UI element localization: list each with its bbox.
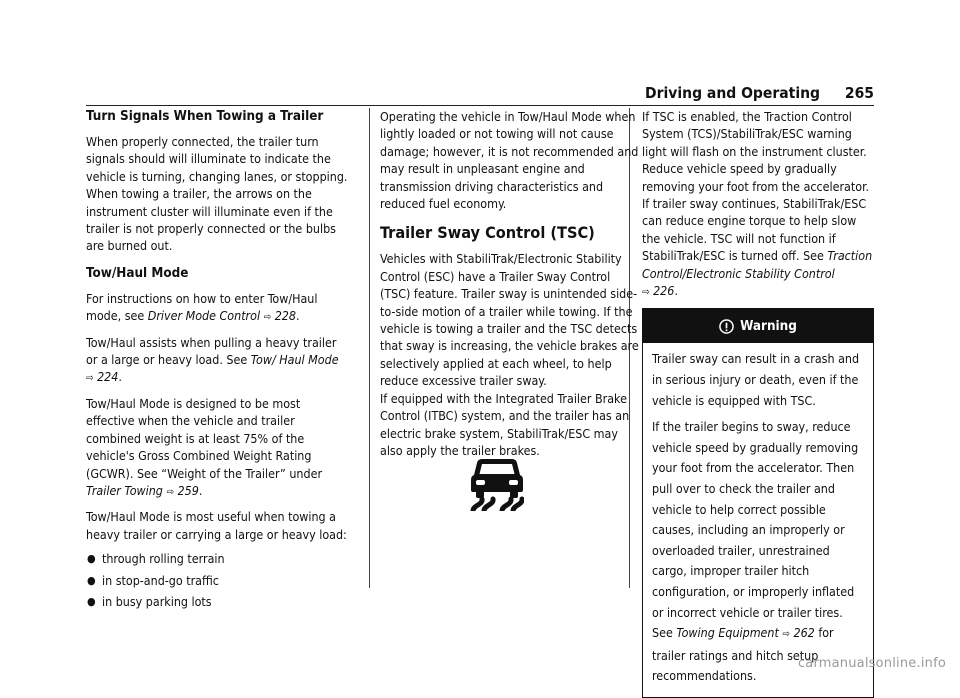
link-towing-equipment[interactable]: Towing Equipment xyxy=(676,625,779,641)
heading-trailer-sway-control: Trailer Sway Control (TSC) xyxy=(380,223,595,243)
warning-icon xyxy=(719,319,734,334)
bullet-icon: ● xyxy=(87,594,96,608)
bullet-icon: ● xyxy=(87,573,96,587)
page-ref[interactable]: 226 xyxy=(653,283,675,299)
column-2 xyxy=(380,108,642,466)
column-divider xyxy=(369,108,370,588)
page-ref-arrow-icon: ⇨ xyxy=(642,287,650,299)
page-ref-arrow-icon: ⇨ xyxy=(782,629,790,641)
page-ref[interactable]: 262 xyxy=(793,625,815,641)
page-ref-arrow-icon: ⇨ xyxy=(263,312,272,324)
warning-title: Warning xyxy=(740,318,797,334)
list-item: ● in busy parking lots xyxy=(87,593,212,609)
paragraph-turn-signals: When properly connected, the trailer turn signals should will illuminate to indicate the vehicle is turning, changing lanes, or stopping. When towing a trailer, the arrows on the instrument cluster will illuminate even if the trailer is not properly connected or the bulbs are burned out. xyxy=(86,134,348,254)
list-item: ● in stop-and-go traffic xyxy=(87,572,219,588)
page-ref-arrow-icon: ⇨ xyxy=(166,486,174,498)
warning-box xyxy=(642,308,874,698)
warning-header xyxy=(643,309,873,343)
paragraph-tsc-2: If equipped with the Integrated Trailer Brake Control (ITBC) system, and the trailer has an electric brake system, StabiliTrak/ESC may also apply the trailer brakes. xyxy=(380,390,630,458)
warning-paragraph-2: If the trailer begins to sway, reduce vehicle speed by gradually removing your foot from the accelerator. Then pull over to check the trailer and vehicle to help correct possible causes, including an improperly or overloaded trailer, unrestrained cargo, improper trailer hitch configuration, or improperly inflated or incorrect vehicle or trailer tires. See Towing Equipment ⇨ 262 for trailer ratings and hitch setup recommendations. xyxy=(652,419,859,684)
link-trailer-towing[interactable]: Trailer Towing xyxy=(86,482,163,498)
page-header xyxy=(645,84,874,102)
conditions-list xyxy=(86,550,348,610)
paragraph-tow-haul-2: Tow/Haul assists when pulling a heavy trailer or a large or heavy load. See Tow/ Haul Mode ⇨ 224. xyxy=(86,334,339,385)
page-ref[interactable]: 224 xyxy=(97,369,119,385)
paragraph-tow-haul-1: For instructions on how to enter Tow/Haul mode, see Driver Mode Control ⇨ 228. xyxy=(86,290,318,324)
page-ref-arrow-icon: ⇨ xyxy=(86,373,94,385)
traction-control-skid-icon xyxy=(470,455,524,511)
column-3 xyxy=(642,108,874,698)
header-rule xyxy=(86,105,874,106)
section-title: Driving and Operating xyxy=(645,84,821,102)
link-tow-haul-mode[interactable]: Tow/ Haul Mode xyxy=(250,352,339,368)
warning-body xyxy=(643,343,873,697)
list-item: ● through rolling terrain xyxy=(87,551,225,567)
page-number: 265 xyxy=(844,84,874,102)
page-ref[interactable]: 259 xyxy=(177,482,199,498)
column-1 xyxy=(86,108,348,614)
warning-paragraph-1: Trailer sway can result in a crash and in serious injury or death, even if the vehicle is equipped with TSC. xyxy=(652,351,860,408)
watermark: carmanualsonline.info xyxy=(797,656,946,671)
page-ref[interactable]: 228 xyxy=(274,308,296,324)
paragraph-tow-haul-4: Tow/Haul Mode is most useful when towing a heavy trailer or carrying a large or heavy load: xyxy=(86,509,347,542)
heading-turn-signals: Turn Signals When Towing a Trailer xyxy=(86,109,324,124)
paragraph-tsc-3: If TSC is enabled, the Traction Control System (TCS)/StabiliTrak/ESC warning light will flash on the instrument cluster. Reduce vehicle speed by gradually removing your foot from the accelerator. If trailer sway continues, StabiliTrak/ESC can reduce engine torque to help slow the vehicle. TSC will not function if StabiliTrak/ESC is turned off. See Traction Control/Electronic Stability Control ⇨ 226. xyxy=(642,109,873,299)
link-driver-mode-control[interactable]: Driver Mode Control xyxy=(147,308,261,324)
paragraph-tow-haul-continued: Operating the vehicle in Tow/Haul Mode when lightly loaded or not towing will not cause damage; however, it is not recommended and may result in unpleasant engine and transmission driving characteristics and reduced fuel economy. xyxy=(380,109,639,212)
link-traction-control[interactable]: Traction Control/Electronic Stability Control xyxy=(642,248,873,281)
heading-tow-haul: Tow/Haul Mode xyxy=(86,265,189,281)
bullet-icon: ● xyxy=(87,552,96,566)
paragraph-tsc-1: Vehicles with StabiliTrak/Electronic Stability Control (ESC) have a Trailer Sway Control (TSC) feature. Trailer sway is unintended side-to-side motion of a trailer while towing. If the vehicle is towing a trailer and the TSC detects that sway is increasing, the vehicle brakes are selectively applied at each wheel, to help reduce excessive trailer sway. xyxy=(380,251,639,389)
paragraph-tow-haul-3: Tow/Haul Mode is designed to be most effective when the vehicle and trailer combined weight is at least 75% of the vehicle's Gross Combined Weight Rating (GCWR). See “Weight of the Trailer” under Trailer Towing ⇨ 259. xyxy=(86,395,323,498)
